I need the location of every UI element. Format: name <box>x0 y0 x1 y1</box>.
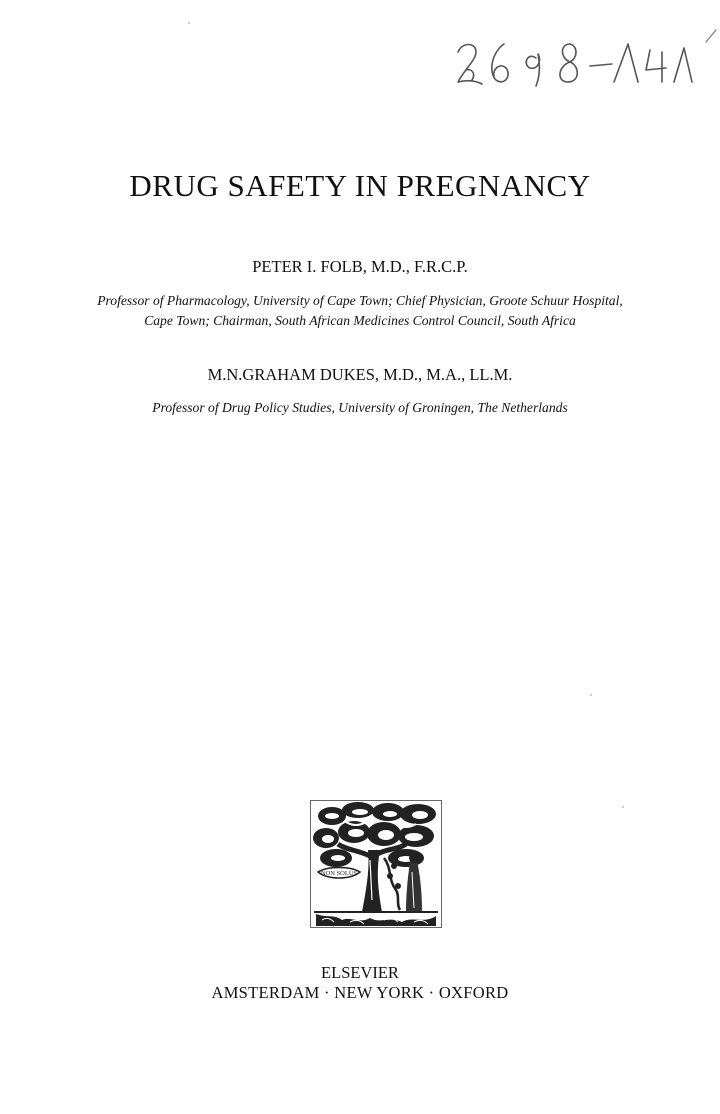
affiliation-line: Professor of Pharmacology, University of Cape Town; Chief Physician, Groote Schuur Hospital, <box>97 293 623 308</box>
publisher-name: ELSEVIER <box>321 963 399 982</box>
affiliation-line: Cape Town; Chairman, South African Medicines Control Council, South Africa <box>144 313 576 328</box>
author-name-2: M.N.GRAHAM DUKES, M.D., M.A., LL.M. <box>207 365 513 384</box>
scan-speck <box>622 806 624 808</box>
handwritten-catalogue-number <box>452 30 702 98</box>
svg-text:NON SOLUS: NON SOLUS <box>320 870 358 877</box>
affiliation-line: Professor of Drug Policy Studies, University of Groningen, The Netherlands <box>152 400 568 415</box>
author-affiliation-1 <box>0 291 720 331</box>
scan-speck <box>590 694 592 696</box>
author-name-1: PETER I. FOLB, M.D., F.R.C.P. <box>252 257 468 276</box>
book-title: DRUG SAFETY IN PREGNANCY <box>129 168 591 203</box>
elsevier-tree-logo <box>310 800 442 928</box>
author-affiliation-2 <box>0 398 720 418</box>
publisher-cities: AMSTERDAM · NEW YORK · OXFORD <box>211 983 509 1002</box>
scan-speck <box>188 22 190 24</box>
pencil-tick-mark <box>704 28 718 44</box>
